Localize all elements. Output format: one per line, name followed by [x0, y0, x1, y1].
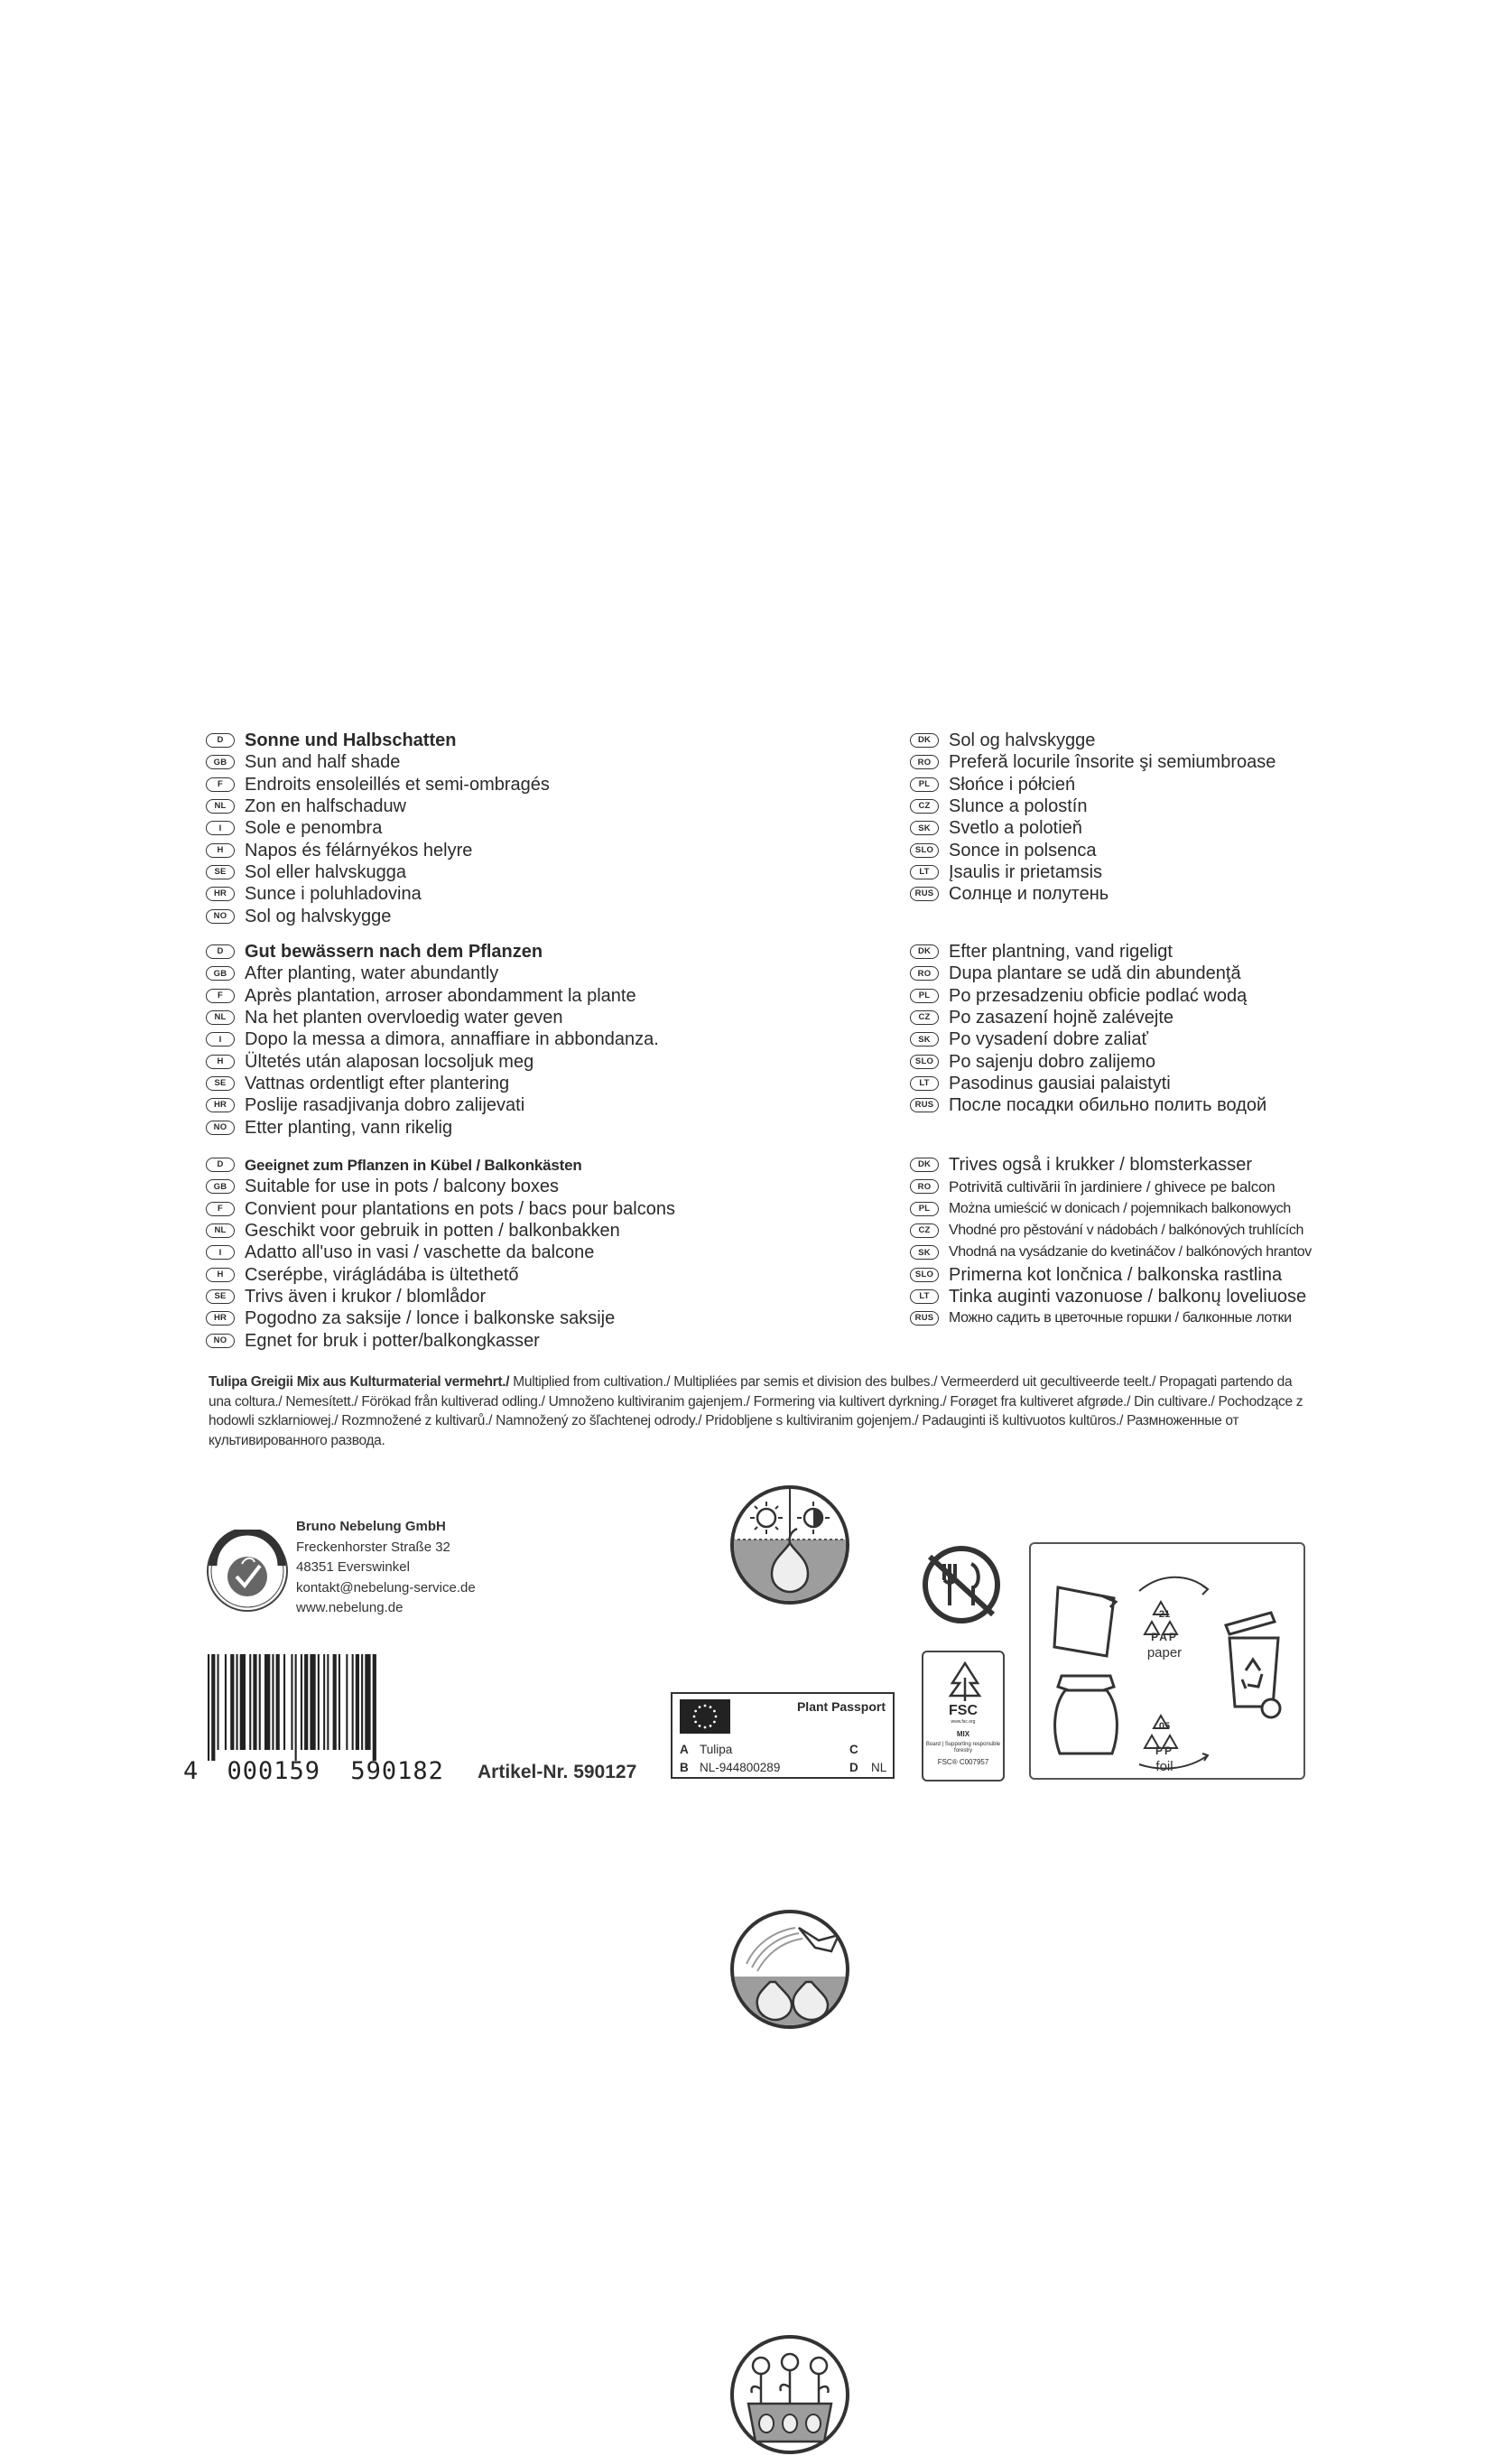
country-code-badge: H — [206, 843, 235, 858]
foil-word: foil — [1155, 1759, 1173, 1774]
country-code-badge: I — [206, 1032, 235, 1047]
barcode-bar — [327, 1654, 329, 1750]
barcode-bar — [310, 1654, 315, 1750]
instruction-text: Dopo la messa a dimora, annaffiare in abbondanza. — [245, 1029, 659, 1050]
country-code-badge: RUS — [910, 1098, 939, 1112]
instruction-row — [910, 1050, 1266, 1072]
instruction-row — [206, 1073, 659, 1094]
country-code-badge: HR — [206, 1098, 235, 1112]
instruction-text: Po przesadzeniu obficie podlać wodą — [949, 985, 1248, 1006]
country-code-badge: HR — [206, 1311, 235, 1326]
country-code-badge: SK — [910, 1245, 939, 1260]
country-code-badge: I — [206, 1245, 235, 1260]
instruction-row — [206, 1220, 675, 1242]
instruction-row — [206, 1242, 675, 1263]
instruction-text: Napos és félárnyékos helyre — [245, 840, 473, 861]
barcode-bar — [225, 1654, 227, 1750]
barcode-bar — [301, 1654, 302, 1750]
instruction-text: Poslije rasadjivanja dobro zalijevati — [245, 1095, 525, 1116]
instruction-row — [910, 985, 1266, 1007]
pp-a-label: A — [680, 1743, 689, 1756]
instruction-text: Sole e penombra — [245, 818, 383, 839]
instruction-text: Po sajenju dobro zalijemo — [949, 1051, 1156, 1072]
instruction-row — [910, 1154, 1312, 1176]
eu-star — [699, 1706, 701, 1708]
eu-star — [713, 1710, 716, 1713]
instruction-row — [206, 839, 550, 861]
country-code-badge: GB — [206, 1179, 235, 1194]
barcode-group-2: 590182 — [350, 1757, 444, 1785]
country-code-badge: NO — [206, 909, 235, 924]
plant-passport-title: Plant Passport — [796, 1699, 886, 1714]
instruction-text: Preferă locurile însorite şi semiumbroase — [949, 752, 1276, 773]
barcode-bar — [365, 1654, 370, 1750]
country-code-badge: NL — [206, 799, 235, 814]
instruction-row — [206, 751, 550, 773]
instruction-text: Dupa plantare se udă din abundenţă — [949, 963, 1241, 984]
country-code-badge: HR — [206, 887, 235, 901]
country-code-badge: DK — [910, 1158, 939, 1172]
country-code-badge: CZ — [910, 1223, 939, 1238]
instruction-row — [206, 1028, 659, 1050]
instruction-row — [206, 883, 550, 905]
instruction-row — [910, 1263, 1312, 1285]
instruction-row — [910, 861, 1275, 883]
instruction-row — [910, 1028, 1266, 1050]
section-right-column — [910, 1154, 1312, 1329]
instruction-text: Vattnas ordentligt efter plantering — [245, 1073, 510, 1093]
instruction-text: Slunce a polostín — [949, 796, 1088, 817]
barcode-bar — [352, 1654, 354, 1750]
instruction-text: Sol eller halvskugga — [245, 861, 406, 882]
eu-star — [704, 1705, 707, 1707]
country-code-badge: NO — [206, 1334, 235, 1348]
country-code-badge: DK — [910, 733, 939, 748]
barcode-bar — [240, 1654, 246, 1750]
instruction-text: Trivs även i krukor / blomlådor — [245, 1286, 487, 1307]
instruction-row — [910, 751, 1275, 773]
instruction-row — [910, 1242, 1312, 1263]
eu-star — [699, 1725, 701, 1727]
country-code-badge: GB — [206, 755, 235, 769]
instruction-row — [910, 1073, 1266, 1094]
instruction-row — [206, 1007, 659, 1028]
instruction-text: Sol og halvskygge — [245, 906, 392, 926]
country-code-badge: F — [206, 1202, 235, 1216]
eu-star — [713, 1721, 716, 1724]
country-code-badge: F — [206, 777, 235, 792]
barcode-group-1: 000159 — [227, 1757, 321, 1785]
barcode-bar — [361, 1654, 363, 1750]
section-left-column — [206, 941, 659, 1139]
instruction-row — [910, 963, 1266, 984]
instruction-row — [206, 1286, 675, 1307]
instruction-text: After planting, water abundantly — [245, 963, 499, 984]
country-code-badge: LT — [910, 1289, 939, 1304]
fsc-logo-text: FSC — [949, 1703, 978, 1718]
instruction-row — [206, 1116, 659, 1138]
fsc-sub: Board | Supporting responsible forestry — [925, 1742, 1001, 1754]
barcode-bar — [276, 1654, 280, 1750]
barcode-bar — [237, 1654, 238, 1750]
instruction-row — [206, 795, 550, 817]
instruction-text: Vhodná na vysádzanie do kvetináčov / balkónových hrantov — [949, 1244, 1312, 1261]
company-address — [296, 1517, 476, 1619]
foil-bag-icon — [1047, 1670, 1125, 1761]
instruction-text: Potrivită cultivării în jardiniere / ghivece pe balcon — [949, 1177, 1275, 1195]
barcode-bar — [208, 1654, 209, 1761]
barcode-digits — [183, 1757, 444, 1785]
instruction-text: Egnet for bruk i potter/balkongkasser — [245, 1330, 540, 1351]
instruction-row — [910, 1007, 1266, 1028]
eu-flag-icon — [680, 1699, 730, 1734]
instruction-text: Ültetés után alaposan locsoljuk meg — [245, 1051, 534, 1072]
recycling-info — [1029, 1542, 1305, 1780]
instruction-row — [910, 883, 1275, 905]
instruction-text: Vhodné pro pěstování v nádobách / balkónových truhlících — [949, 1223, 1303, 1239]
barcode-bar — [356, 1654, 359, 1750]
instruction-text: Po zasazení hojně zalévejte — [949, 1008, 1174, 1028]
instruction-row — [206, 1094, 659, 1116]
instruction-text: Można umieścić w donicach / pojemnikach balkonowych — [949, 1200, 1291, 1216]
instruction-text: Convient pour plantations en pots / bacs pour balcons — [245, 1198, 675, 1219]
instruction-row — [206, 905, 550, 926]
instruction-row — [206, 985, 659, 1007]
eu-star — [704, 1726, 707, 1729]
country-code-badge: PL — [910, 777, 939, 792]
instruction-row — [910, 1307, 1312, 1329]
watering-can-icon — [728, 1908, 851, 2031]
instruction-row — [206, 1154, 675, 1176]
instruction-row — [910, 730, 1275, 751]
country-code-badge: NO — [206, 1121, 235, 1135]
instruction-text: Primerna kot lončnica / balkonska rastlina — [949, 1264, 1283, 1285]
eu-star — [694, 1721, 697, 1724]
instruction-text: Endroits ensoleillés et semi-ombragés — [245, 774, 550, 795]
country-code-badge: SLO — [910, 1055, 939, 1069]
instruction-row — [910, 1176, 1312, 1197]
instruction-text: Sun and half shade — [245, 752, 401, 773]
country-code-badge: SE — [206, 1076, 235, 1091]
barcode-bar — [373, 1654, 376, 1761]
fsc-tree-icon — [947, 1660, 983, 1701]
instruction-text: Sunce i poluhladovina — [245, 884, 422, 905]
instruction-row — [910, 774, 1275, 795]
instruction-text: Svetlo a polotieň — [949, 818, 1082, 839]
country-code-badge: RO — [910, 1179, 939, 1194]
paper-bag-icon — [1051, 1580, 1123, 1661]
instruction-row — [206, 941, 659, 963]
barcode-bar — [249, 1654, 251, 1750]
paper-word: paper — [1146, 1645, 1183, 1661]
instruction-text: Pasodinus gausiai palaistyti — [949, 1073, 1171, 1093]
country-code-badge: SLO — [910, 1268, 939, 1282]
barcode-bar — [291, 1654, 292, 1750]
instruction-text: Sonce in polsenca — [949, 840, 1097, 861]
fsc-label — [922, 1651, 1005, 1782]
instruction-row — [910, 941, 1266, 963]
pp-c-label: C — [849, 1743, 858, 1756]
instruction-text: Trives også i krukker / blomsterkasser — [949, 1155, 1253, 1176]
instruction-text: Na het planten overvloedig water geven — [245, 1008, 563, 1028]
section-right-column — [910, 730, 1275, 905]
barcode-bar — [333, 1654, 337, 1750]
instruction-text: После посадки обильно полить водой — [949, 1095, 1267, 1116]
propagation-translations: Multiplied from cultivation./ Multipliées par semis et division des bulbes./ Vermeerderd uit gecultiveerde teelt./ Propagati partendo da una coltura./ Nemesített./ Förökad från kultiverad odling./ Umnoženo kultiviranim gajenjem./ Formering via kultivert dyrkning./ Forøget fra kultiveret afgrøde./ Din cultivare./ Pochodzące z hodowli szklarniowej./ Rozmnožené z kultivarů./ Namnožený zo šľachtenej odrody./ Pridobljene s kultiviranim gojenjem./ Padauginti iš kultivuotos kultūros./ Размноженные от культивированного развода. — [209, 1374, 1303, 1448]
instruction-text: Pogodno za saksije / lonce i balkonske saksije — [245, 1308, 616, 1329]
country-code-badge: D — [206, 733, 235, 748]
instruction-text: Adatto all'uso in vasi / vaschette da balcone — [245, 1242, 595, 1263]
instruction-text: Įsaulis ir prietamsis — [949, 861, 1103, 882]
instruction-row — [910, 795, 1275, 817]
instruction-text: Po vysadení dobre zaliať — [949, 1029, 1148, 1050]
instruction-row — [206, 817, 550, 839]
pp-b-label: B — [680, 1761, 689, 1774]
instruction-text: Cserépbe, virágládába is ültethető — [245, 1264, 519, 1285]
instruction-text: Sol og halvskygge — [949, 730, 1096, 751]
foil-code: 05 — [1158, 1721, 1171, 1732]
instruction-row — [910, 817, 1275, 839]
instruction-text: Zon en halfschaduw — [245, 796, 407, 817]
barcode-bar — [259, 1654, 261, 1750]
instruction-row — [206, 730, 550, 751]
eu-star — [693, 1716, 696, 1718]
country-code-badge: GB — [206, 966, 235, 981]
barcode-bar — [272, 1654, 274, 1750]
country-code-badge: PL — [910, 989, 939, 1003]
instruction-text: Tinka auginti vazonuose / balkonų loveliuose — [949, 1286, 1307, 1307]
instruction-text: Gut bewässern nach dem Pflanzen — [245, 942, 543, 963]
barcode-bar — [253, 1654, 256, 1750]
eu-star — [694, 1710, 697, 1713]
country-code-badge: D — [206, 1158, 235, 1172]
sustainable-supplier-seal-icon — [206, 1530, 289, 1613]
instruction-row — [206, 1176, 675, 1197]
country-code-badge: RUS — [910, 1311, 939, 1326]
pp-a-value: Tulipa — [700, 1743, 733, 1756]
instruction-text: Sonne und Halbschatten — [245, 730, 457, 751]
barcode-bar — [264, 1654, 270, 1750]
eu-star — [710, 1725, 712, 1727]
instruction-row — [910, 839, 1275, 861]
country-code-badge: SLO — [910, 843, 939, 858]
article-number: Artikel-Nr. 590127 — [478, 1762, 637, 1782]
barcode-bar — [218, 1654, 219, 1750]
company-city: 48351 Everswinkel — [296, 1559, 410, 1575]
country-code-badge: RO — [910, 755, 939, 769]
barcode-bar — [211, 1654, 215, 1761]
instruction-row — [206, 1050, 659, 1072]
fsc-code: FSC® C007957 — [937, 1758, 989, 1766]
company-website: www.nebelung.de — [296, 1600, 404, 1615]
pp-b-value: NL-944800289 — [700, 1761, 781, 1774]
instruction-row — [206, 1198, 675, 1220]
country-code-badge: SE — [206, 865, 235, 879]
country-code-badge: SE — [206, 1289, 235, 1304]
instruction-row — [206, 1329, 675, 1351]
section-left-column — [206, 730, 550, 927]
ean-barcode — [206, 1654, 437, 1761]
country-code-badge: RUS — [910, 887, 939, 901]
paper-code: 21 — [1158, 1609, 1171, 1620]
instruction-text: Efter plantning, vand rigeligt — [949, 942, 1173, 963]
instruction-text: Suitable for use in pots / balcony boxes — [245, 1177, 559, 1197]
fsc-mix: MIX — [956, 1730, 970, 1738]
propagation-statement — [209, 1372, 1305, 1450]
country-code-badge: RO — [910, 966, 939, 981]
instruction-row — [910, 1286, 1312, 1307]
sun-halfshade-bulb-icon — [728, 1484, 851, 1606]
fsc-url: www.fsc.org — [951, 1719, 976, 1725]
barcode-first-digit: 4 — [183, 1757, 199, 1785]
country-code-badge: PL — [910, 1202, 939, 1216]
instruction-text: Après plantation, arroser abondamment la plante — [245, 985, 636, 1006]
instruction-text: Солнце и полутень — [949, 884, 1109, 905]
instruction-row — [206, 963, 659, 984]
balcony-box-icon — [728, 2333, 851, 2456]
country-code-badge: CZ — [910, 1010, 939, 1025]
barcode-bar — [295, 1654, 297, 1761]
instruction-row — [206, 774, 550, 795]
paper-abbr: PAP — [1151, 1631, 1178, 1643]
instruction-row — [910, 1220, 1312, 1242]
pp-d-label: D — [849, 1761, 858, 1774]
country-code-badge: I — [206, 821, 235, 835]
instruction-text: Geeignet zum Pflanzen in Kübel / Balkonkästen — [245, 1156, 582, 1174]
barcode-bar — [339, 1654, 340, 1750]
instruction-text: Можно садить в цветочные горшки / балконные лотки — [949, 1310, 1292, 1326]
eu-star — [715, 1716, 718, 1718]
country-code-badge: SK — [910, 821, 939, 835]
section-right-column — [910, 941, 1266, 1116]
company-email: kontakt@nebelung-service.de — [296, 1579, 476, 1595]
barcode-bar — [346, 1654, 348, 1750]
instruction-row — [206, 1307, 675, 1329]
section-left-column — [206, 1154, 675, 1352]
plant-passport — [671, 1692, 895, 1779]
country-code-badge: F — [206, 989, 235, 1003]
foil-abbr: PP — [1155, 1744, 1173, 1757]
country-code-badge: SK — [910, 1032, 939, 1047]
country-code-badge: LT — [910, 1076, 939, 1091]
country-code-badge: LT — [910, 865, 939, 879]
instruction-text: Słońce i półcień — [949, 774, 1076, 795]
country-code-badge: D — [206, 944, 235, 959]
instruction-text: Etter planting, vann rikelig — [245, 1117, 453, 1138]
pp-d-value: NL — [871, 1761, 887, 1774]
country-code-badge: NL — [206, 1010, 235, 1025]
country-code-badge: DK — [910, 944, 939, 959]
instruction-row — [206, 1263, 675, 1285]
not-edible-icon — [917, 1540, 1006, 1629]
barcode-bar — [323, 1654, 325, 1750]
barcode-bar — [318, 1654, 320, 1750]
instruction-row — [910, 1094, 1266, 1116]
eu-star — [710, 1706, 712, 1708]
barcode-bar — [230, 1654, 234, 1750]
barcode-bar — [283, 1654, 285, 1750]
recycle-bin-icon — [1222, 1607, 1294, 1725]
instruction-text: Geschikt voor gebruik in potten / balkonbakken — [245, 1221, 620, 1242]
instruction-row — [910, 1198, 1312, 1220]
propagation-lead: Tulipa Greigii Mix aus Kulturmaterial vermehrt./ — [209, 1374, 510, 1390]
company-street: Freckenhorster Straße 32 — [296, 1539, 450, 1555]
country-code-badge: NL — [206, 1223, 235, 1238]
barcode-bar — [304, 1654, 308, 1750]
company-name: Bruno Nebelung GmbH — [296, 1519, 446, 1534]
recycle-arrows-icon — [1125, 1562, 1224, 1770]
country-code-badge: H — [206, 1268, 235, 1282]
country-code-badge: CZ — [910, 799, 939, 814]
instruction-row — [206, 861, 550, 883]
country-code-badge: H — [206, 1055, 235, 1069]
